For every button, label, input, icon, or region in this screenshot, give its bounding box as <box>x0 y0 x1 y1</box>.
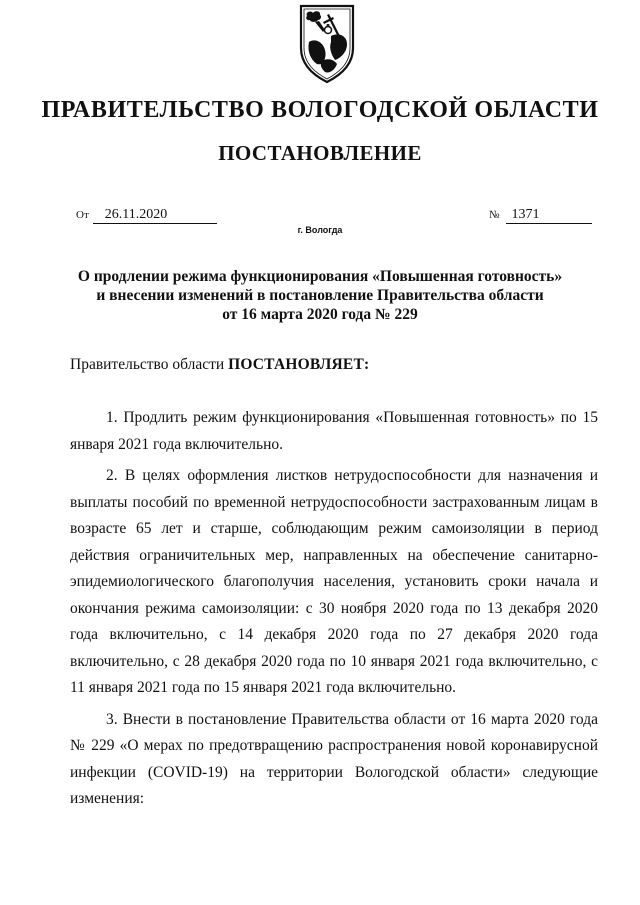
document-type-heading: ПОСТАНОВЛЕНИЕ <box>218 141 422 165</box>
subject-line: от 16 марта 2020 года № 229 <box>222 306 418 323</box>
subject-line: и внесении изменений в постановление Правительства области <box>96 287 544 304</box>
preamble-text: Правительство области <box>70 356 225 373</box>
preamble-decree-word: ПОСТАНОВЛЯЕТ: <box>228 356 370 373</box>
paragraph-2: 2. В целях оформления листков нетрудоспособности для назначения и выплаты пособий по временной нетрудоспособности застрахованным лицам в возрасте 65 лет и старше, соблюдающим режим самоизоляции в период действия ограничительных мер, направленных на обеспечение санитарно-эпидемиологического благополучия населения, установить сроки начала и окончания режима самоизоляции: с 30 ноября 2020 года по 13 декабря 2020 года включительно, с 14 декабря 2020 года по 27 декабря 2020 года включительно, с 28 декабря 2020 года по 10 января 2021 года включительно, с 11 января 2021 года по 15 января 2021 года включительно. <box>70 467 598 696</box>
paragraph-3: 3. Внести в постановление Правительства области от 16 марта 2020 года № 229 «О мерах по предотвращению распространения новой коронавирусной инфекции (COVID-19) на территории Вологодской области» следующие изменения: <box>70 710 598 807</box>
vologda-coat-of-arms-emblem <box>295 2 359 84</box>
number-value: 1371 <box>506 207 592 224</box>
date-value: 26.11.2020 <box>93 207 217 224</box>
preamble <box>70 356 369 374</box>
document-subject <box>60 267 580 324</box>
date-label: От <box>76 209 89 221</box>
number-label: № <box>489 209 500 221</box>
government-name-heading: ПРАВИТЕЛЬСТВО ВОЛОГОДСКОЙ ОБЛАСТИ <box>41 97 599 123</box>
document-body <box>70 405 598 818</box>
city-name: г. Вологда <box>297 225 343 235</box>
paragraph-1: 1. Продлить режим функционирования «Повышенная готовность» по 15 января 2021 года включительно. <box>70 409 598 453</box>
document-date <box>76 206 217 224</box>
document-number <box>489 206 592 224</box>
subject-line: О продлении режима функционирования «Повышенная готовность» <box>77 268 563 285</box>
